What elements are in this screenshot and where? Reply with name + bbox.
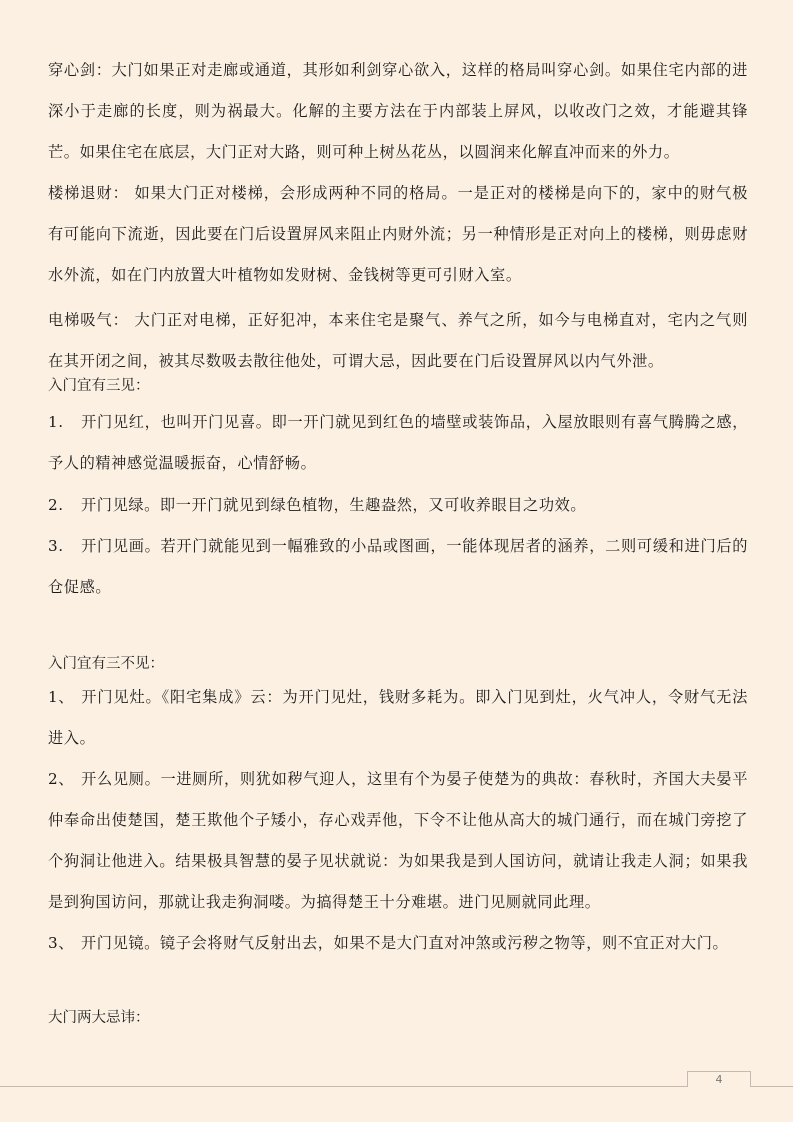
list-item (48, 526, 748, 608)
list-item (48, 485, 748, 526)
list-text: 开么见厕。一进厕所，则犹如秽气迎人，这里有个为晏子使楚为的典故：春秋时，齐国大夫晏平仲奉命出使楚国，楚王欺他个子矮小，存心戏弄他，下令不让他从高大的城门通行，而在城门旁挖了个狗洞让他进入。结果极具智慧的晏子见状就说：为如果我是到人国访问，就请让我走人洞；如果我是到狗国访问，那就让我走狗洞喽。为搞得楚王十分难堪。进门见厕就同此理。 (48, 770, 748, 911)
list-item (48, 759, 748, 923)
list-number: 1. (48, 413, 64, 431)
paragraph-diantixiqi: 电梯吸气： 大门正对电梯，正好犯冲，本来住宅是聚气、养气之所，如今与电梯直对，宅内之气则在其开闭之间，被其尽数吸去散往他处，可谓大忌，因此要在门后设置屏风以内气外泄。 (48, 311, 748, 370)
list-number: 3. (48, 537, 64, 555)
page-number: 4 (687, 1071, 751, 1087)
list-item (48, 923, 748, 964)
footer-divider (0, 1086, 793, 1087)
list-text: 开门见绿。即一开门就见到绿色植物，生趣盎然，又可收养眼目之功效。 (81, 496, 587, 514)
paragraph-loutituicai: 楼梯退财： 如果大门正对楼梯，会形成两种不同的格局。一是正对的楼梯是向下的，家中的财气极有可能向下流逝，因此要在门后设置屏风来阻止内财外流；另一种情形是正对向上的楼梯，则毋虑财水外流，如在门内放置大叶植物如发财树、金钱树等更可引财入室。 (48, 184, 748, 284)
section-heading-two-taboos: 大门两大忌讳： (48, 1010, 150, 1026)
section-heading-three-sees: 入门宜有三见： (48, 378, 150, 394)
list-number: 3、 (48, 934, 75, 952)
list-item (48, 677, 748, 759)
list-text: 开门见镜。镜子会将财气反射出去，如果不是大门直对冲煞或污秽之物等，则不宜正对大门。 (81, 934, 729, 952)
list-number: 2. (48, 496, 64, 514)
list-item (48, 402, 748, 484)
list-number: 2、 (48, 770, 75, 788)
section-heading-three-not-sees: 入门宜有三不见： (48, 656, 164, 672)
list-text: 开门见红，也叫开门见喜。即一开门就见到红色的墙壁或装饰品，入屋放眼则有喜气腾腾之感，予人的精神感觉温暖振奋，心情舒畅。 (48, 413, 748, 472)
list-number: 1、 (48, 688, 75, 706)
paragraph-chuanxinjian: 穿心剑：大门如果正对走廊或通道，其形如利剑穿心欲入，这样的格局叫穿心剑。如果住宅内部的进深小于走廊的长度，则为祸最大。化解的主要方法在于内部装上屏风，以收改门之效，才能避其锋芒。如果住宅在底层，大门正对大路，则可种上树丛花丛，以圆润来化解直冲而来的外力。 (48, 61, 748, 161)
list-text: 开门见灶。《阳宅集成》云：为开门见灶，钱财多耗为。即入门见到灶，火气冲人，令财气无法进入。 (48, 688, 748, 747)
list-text: 开门见画。若开门就能见到一幅雅致的小品或图画，一能体现居者的涵养，二则可缓和进门后的仓促感。 (48, 537, 748, 596)
